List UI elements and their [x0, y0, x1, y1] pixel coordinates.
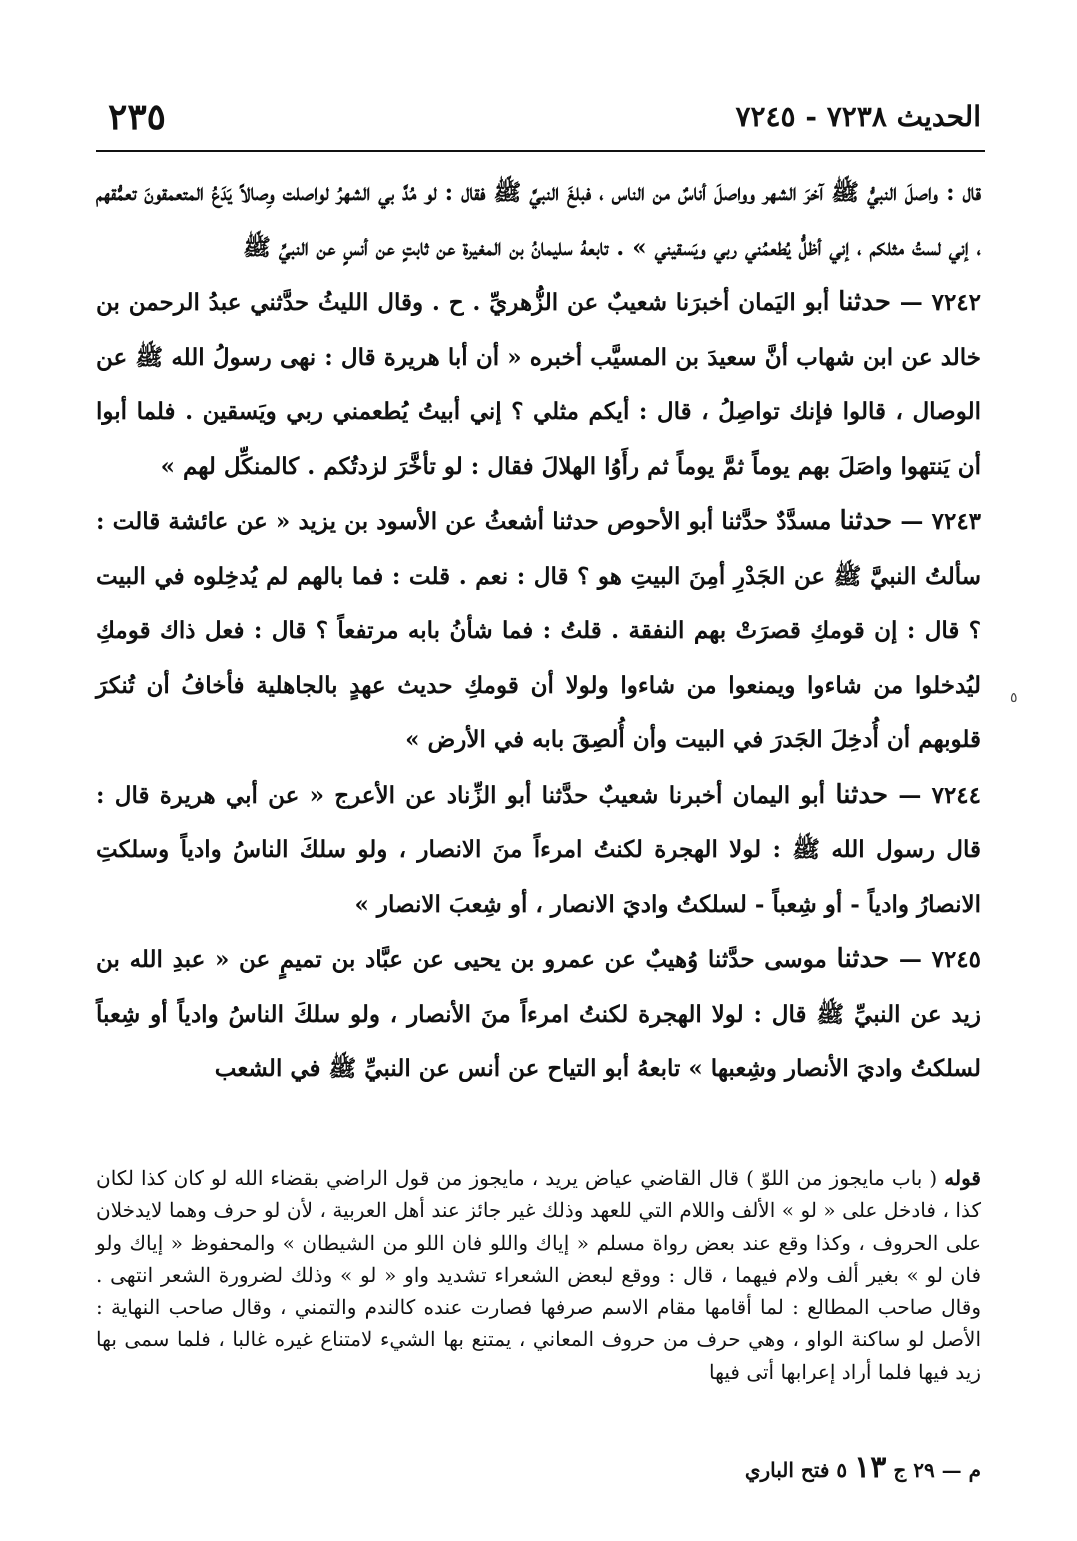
hadith-body: قال : واصلَ النبيُّ ﷺ آخرَ الشهر وواصلَ أناسٌ من الناس ، فبلغَ النبيَّ ﷺ فقال : لو مُدَّ بي الشهرُ لواصلت وِصالاً يَدَعُ المتعمقونَ تعمُّقهم ، إني لستُ مثلكم ، إني أظلُّ يُطعمُني ربي ويَسقيني » . تابعهُ سليمانُ بن المغيرة عن ثابتٍ عن أنسٍ عن النبيِّ ﷺ [96, 179, 981, 261]
header-divider [96, 150, 985, 152]
hadith-body: أبو اليمان أخبرنا شعيبٌ حدَّثنا أبو الزِّناد عن الأعرج « عن أبي هريرة قال : قال رسول الله ﷺ : لولا الهجرة لكنتُ امرءاً منَ الانصار ، ولو سلكَ الناسُ وادياً وسلكتِ الانصارُ وادياً - أو شِعباً - لسلكتُ واديَ الانصار ، أو شِعبَ الانصار » [96, 781, 981, 918]
footer-separator: ٥ [836, 1458, 848, 1482]
margin-mark: ٥ [1010, 690, 1018, 706]
hadith-range-title: الحديث ٧٢٣٨ - ٧٢٤٥ [735, 100, 981, 133]
hadith-body: أبو اليَمان أخبرَنا شعيبٌ عن الزُّهريِّ . ح . وقال الليثُ حدَّثني عبدُ الرحمن بن خالد عن ابن شهاب أنَّ سعيدَ بن المسيَّب أخبره « أن أبا هريرة قال : نهى رسولُ الله ﷺ عن الوصال ، قالوا فإنك تواصِلُ ، قال : أيكم مثلي ؟ إني أبيتُ يُطعمني ربي ويَسقين . فلما أبوا أن يَنتهوا واصَلَ بهم يوماً ثمَّ يوماً ثم رأَوُا الهلالَ فقال : لو تأخَّرَ لزدتُكم . كالمنكِّل لهم » [96, 289, 981, 480]
commentary-keyword: قوله [944, 1166, 981, 1190]
hadith-body: مسدَّدٌ حدَّثنا أبو الأحوص حدثنا أشعثُ عن الأسود بن يزيد « عن عائشة قالت : سألتُ النبيَّ ﷺ عن الجَدْرِ أمِنَ البيتِ هو ؟ قال : نعم . قلت : فما بالهم لم يُدخِلوه في البيت ؟ قال : إن قومكِ قصرَتْ بهم النفقة . قلتُ : فما شأنُ بابه مرتفعاً ؟ قال : فعل ذاك قومكِ ليُدخلوا من شاءوا ويمنعوا من شاءوا ولولا أن قومكِ حديث عهدٍ بالجاهلية فأخافُ أن تُنكرَ قلوبهم أن أُدخِلَ الجَدرَ في البيت وأن أُلصِقَ بابه في الأرض » [96, 508, 981, 753]
commentary-section [96, 1162, 981, 1388]
hadith-number: ٧٢٤٤ [931, 781, 982, 809]
hadith-number: ٧٢٤٥ [931, 946, 982, 973]
hadith-keyword: حدثنا [839, 506, 893, 536]
dash-separator: — [888, 781, 922, 809]
hadith-paragraph [96, 494, 981, 768]
page-number: ٢٣٥ [108, 96, 167, 138]
book-title: فتح الباري [744, 1458, 830, 1482]
dash-separator: — [890, 289, 923, 316]
hadith-number: ٧٢٤٢ [931, 289, 982, 316]
hadith-number: ٧٢٤٣ [931, 508, 982, 535]
commentary-paragraph [96, 1162, 981, 1388]
hadith-keyword: حدثنا [836, 944, 890, 974]
hadith-keyword: حدثنا [838, 287, 891, 317]
hadith-paragraph [96, 768, 981, 933]
page-header [96, 96, 981, 152]
hadith-paragraph [96, 166, 981, 275]
hadith-text-section [96, 166, 981, 1097]
commentary-body: ( باب مايجوز من اللوّ ) قال القاضي عياض يريد ، مايجوز من قول الراضي بقضاء الله لو كان كذا لكان كذا ، فادخل على « لو » الألف واللام التي للعهد وذلك غير جائز عند أهل العربية ، لأن لو حرف وهما لايدخلان على الحروف ، وكذا وقع عند بعض رواة مسلم « إياك واللو فان اللو من الشيطان » والمحفوظ « إياك ولو فان لو » بغير ألف ولام فيهما ، قال : ووقع لبعض الشعراء تشديد واو « لو » وذلك لضرورة الشعر انتهى . وقال صاحب المطالع : لما أقامها مقام الاسم صرفها فصارت عنده كالندم والتمني ، وقال صاحب النهاية : الأصل لو ساكنة الواو ، وهي حرف من حروف المعاني ، يمتنع بها الشيء لامتناع غيره غالبا ، فلما سمى بها زيد فيها فلما أراد إعرابها أتى فيها [96, 1166, 981, 1384]
hadith-keyword: حدثنا [835, 779, 889, 810]
hadith-paragraph [96, 932, 981, 1097]
hadith-body: موسى حدَّثنا وُهيبٌ عن عمرو بن يحيى عن عبَّاد بن تميمٍ عن « عبدِ الله بن زيد عن النبيِّ ﷺ قال : لولا الهجرة لكنتُ امرءاً منَ الأنصار ، ولو سلكَ الناسُ وادياً أو شِعباً لسلكتُ واديَ الأنصار وشِعبها » تابعهُ أبو التياح عن أنس عن النبيِّ ﷺ في الشعب [96, 946, 981, 1082]
dash-separator: — [892, 508, 924, 535]
dash-separator: — [889, 946, 922, 973]
volume-number: ١٣ [854, 1450, 887, 1485]
hadith-paragraph [96, 275, 981, 494]
page-footer [745, 1450, 981, 1485]
signature-mark: م — ٢٩ [913, 1458, 981, 1482]
volume-label: ج [893, 1458, 907, 1482]
